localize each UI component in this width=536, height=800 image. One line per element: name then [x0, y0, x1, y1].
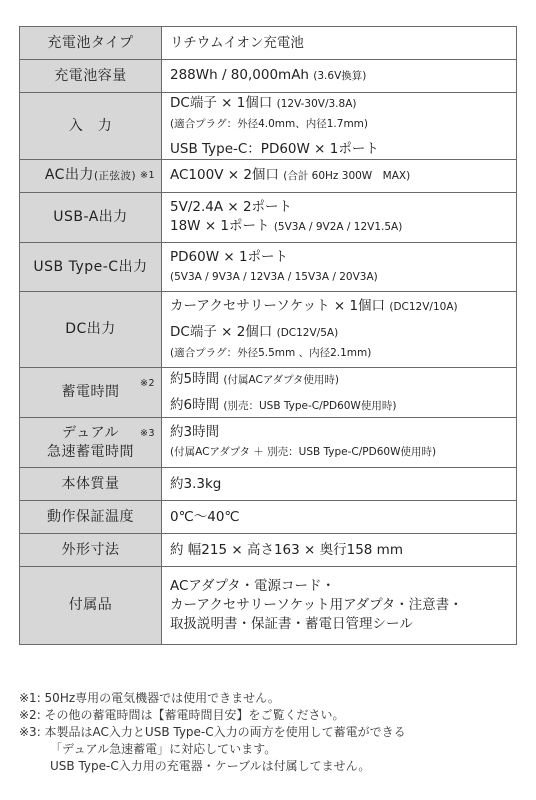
spec-value-line	[170, 66, 508, 86]
spec-value-text: 288Wh / 80,000mAh	[170, 67, 309, 83]
footnote: ※2: その他の蓄電時間は【蓄電時間目安】をご覧ください。	[19, 708, 345, 722]
spec-value	[162, 418, 517, 468]
spec-value-line	[170, 442, 508, 462]
spec-value	[162, 468, 517, 501]
spec-label-text: 急速蓄電時間	[47, 443, 134, 460]
spec-row	[20, 60, 517, 93]
spec-label-text: AC出力	[44, 167, 94, 183]
spec-value-note: (合計 60Hz 300W MAX)	[283, 170, 411, 182]
spec-value-text: PD60W × 1ポート	[170, 248, 289, 265]
spec-label	[20, 501, 162, 534]
spec-label	[20, 27, 162, 60]
spec-label	[20, 93, 162, 160]
spec-value-note: (DC12V/5A)	[276, 326, 339, 339]
spec-row	[20, 292, 517, 368]
spec-value-line	[170, 217, 508, 237]
spec-label	[20, 567, 162, 645]
spec-value-line	[170, 423, 508, 442]
spec-label	[20, 160, 162, 193]
spec-value-text: 5V/2.4A × 2ポート	[170, 199, 293, 215]
spec-label-text: 付属品	[68, 597, 113, 613]
spec-value-note: (5V3A / 9V2A / 12V1.5A)	[273, 221, 403, 233]
spec-value-line	[170, 198, 508, 217]
spec-value-note: (5V3A / 9V3A / 12V3A / 15V3A / 20V3A)	[170, 270, 378, 283]
spec-value-note: (3.6V換算)	[313, 70, 367, 82]
spec-value-text: 取扱説明書・保証書・蓄電日管理シール	[170, 616, 413, 632]
spec-value-line	[170, 94, 508, 114]
spec-row	[20, 468, 517, 501]
spec-value-line	[170, 34, 508, 53]
spec-value-note: (適合プラグ：外径4.0mm、内径1.7mm)	[170, 117, 369, 130]
spec-value-text: 0℃〜40℃	[170, 508, 240, 525]
spec-value	[162, 292, 517, 368]
spec-label-text: DC出力	[65, 321, 116, 337]
spec-value-note: (付属ACアダプタ使用時)	[223, 373, 339, 386]
spec-row	[20, 534, 517, 567]
spec-value-line	[170, 615, 508, 634]
footnote-marker: ※1	[139, 170, 155, 181]
spec-label-text: USB Type-C出力	[33, 258, 148, 275]
spec-value-line	[170, 577, 508, 596]
spec-label-text: 充電池容量	[54, 67, 127, 84]
spec-value	[162, 501, 517, 534]
spec-value-text: 約3.3kg	[170, 475, 222, 492]
spec-row	[20, 193, 517, 243]
spec-row	[20, 160, 517, 193]
spec-label	[20, 534, 162, 567]
spec-label-text: デュアル	[61, 424, 120, 441]
footnote: USB Type-C入力用の充電器・ケーブルは付属してません。	[50, 759, 371, 773]
spec-row	[20, 501, 517, 534]
spec-label	[20, 292, 162, 368]
spec-value-text: DC端子 × 1個口	[170, 94, 273, 111]
spec-label-text: 外形寸法	[61, 541, 120, 558]
footnotes	[19, 690, 519, 775]
spec-label-text: 入 力	[68, 117, 113, 134]
spec-row	[20, 93, 517, 160]
spec-value-text: USB Type-C：PD60W × 1ポート	[170, 140, 379, 157]
spec-value-text: ACアダプタ・電源コード・	[170, 578, 336, 594]
spec-label-text: 動作保証温度	[47, 508, 134, 525]
spec-label-text: 充電池タイプ	[47, 34, 134, 51]
spec-table	[19, 26, 517, 645]
spec-value-line	[170, 343, 508, 363]
spec-value-text: リチウムイオン充電池	[170, 34, 304, 51]
spec-value-line	[170, 297, 508, 317]
spec-value-text: カーアクセサリーソケット用アダプタ・注意書・	[170, 597, 463, 613]
footnote: ※1: 50Hz専用の電気機器では使用できません。	[19, 691, 280, 705]
spec-value-note: (付属ACアダプタ ＋ 別売：USB Type-C/PD60W使用時)	[170, 446, 437, 458]
spec-value-line	[170, 140, 508, 159]
spec-value-note: (別売：USB Type-C/PD60W使用時)	[223, 399, 397, 412]
spec-label	[20, 418, 162, 468]
spec-value-text: 18W × 1ポート	[170, 218, 270, 234]
spec-row	[20, 368, 517, 418]
spec-value-line	[170, 396, 508, 416]
spec-label	[20, 368, 162, 418]
spec-label-text: 本体質量	[61, 475, 120, 492]
spec-row	[20, 243, 517, 292]
spec-value-text: 約 幅215 × 高さ163 × 奥行158 mm	[170, 541, 403, 558]
spec-row	[20, 567, 517, 645]
spec-value-line	[170, 475, 508, 494]
spec-value-text: DC端子 × 2個口	[170, 323, 273, 340]
spec-value-line	[170, 596, 508, 615]
spec-value-line	[170, 248, 508, 267]
spec-value-note: (適合プラグ：外径5.5mm 、内径2.1mm)	[170, 346, 372, 359]
spec-value-text: 約6時間	[170, 396, 220, 413]
spec-value	[162, 534, 517, 567]
footnote-marker: ※2	[139, 378, 155, 389]
spec-label-text: 蓄電時間	[61, 384, 120, 400]
spec-value	[162, 60, 517, 93]
spec-value	[162, 27, 517, 60]
spec-row	[20, 418, 517, 468]
spec-value-line	[170, 323, 508, 343]
spec-value-text: カーアクセサリーソケット × 1個口	[170, 297, 386, 314]
footnote-marker: ※3	[139, 428, 155, 439]
footnote: ※3: 本製品はAC入力とUSB Type-C入力の両方を使用して蓄電ができる	[19, 725, 406, 739]
spec-label-note: (正弦波)	[93, 170, 137, 182]
spec-value-note: (DC12V/10A)	[389, 300, 458, 313]
spec-value	[162, 160, 517, 193]
spec-label	[20, 193, 162, 243]
spec-value-line	[170, 114, 508, 134]
spec-label	[20, 243, 162, 292]
spec-row	[20, 27, 517, 60]
spec-value	[162, 368, 517, 418]
spec-label	[20, 468, 162, 501]
spec-value	[162, 193, 517, 243]
spec-value-line	[170, 508, 508, 527]
spec-label	[20, 60, 162, 93]
spec-label-text: USB-A出力	[53, 209, 128, 225]
spec-value	[162, 243, 517, 292]
spec-value-line	[170, 541, 508, 560]
spec-value	[162, 567, 517, 645]
spec-value-line	[170, 166, 508, 186]
spec-value-text: 約5時間	[170, 370, 220, 387]
spec-value-line	[170, 267, 508, 287]
spec-value-line	[170, 370, 508, 390]
footnote: 「デュアル急速蓄電」に対応しています。	[50, 742, 277, 756]
spec-value-text: 約3時間	[170, 424, 220, 440]
spec-value	[162, 93, 517, 160]
spec-value-text: AC100V × 2個口	[170, 167, 279, 183]
spec-value-note: (12V-30V/3.8A)	[276, 97, 357, 110]
